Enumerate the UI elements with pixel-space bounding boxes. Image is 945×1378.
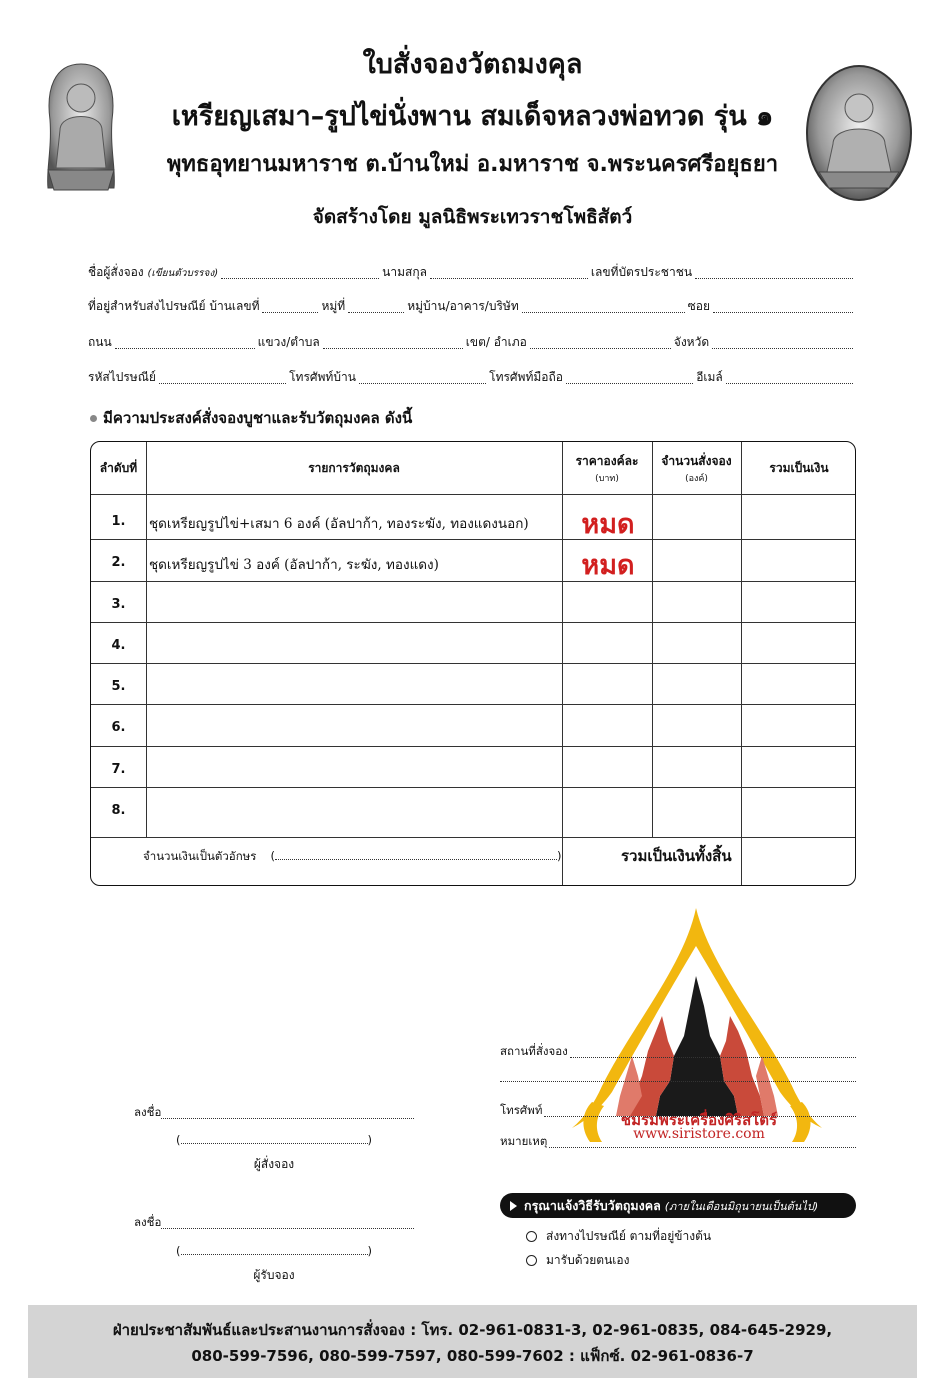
soi-label: ซอย xyxy=(687,299,710,313)
row-item: ชุดเหรียญรูปไข่ 3 องค์ (อัลปาก้า, ระฆัง, ทองแดง) xyxy=(149,557,439,573)
subdistrict-field[interactable] xyxy=(323,335,463,349)
postcode-field[interactable] xyxy=(159,370,286,384)
province-label: จังหวัด xyxy=(673,335,710,349)
district-field[interactable] xyxy=(530,335,671,349)
receiver-name-row: ( ) xyxy=(176,1244,372,1258)
name-field[interactable] xyxy=(221,265,379,279)
id-card-field[interactable] xyxy=(695,265,853,279)
order-place-row xyxy=(500,1043,856,1061)
road-field[interactable] xyxy=(115,335,255,349)
orderer-signature-field[interactable] xyxy=(161,1109,414,1119)
order-place-row-2 xyxy=(500,1067,856,1085)
row-no: 8. xyxy=(111,803,126,818)
home-phone-label: โทรศัพท์บ้าน xyxy=(289,370,356,384)
order-place-field-2[interactable] xyxy=(500,1072,856,1082)
header-no: ลำดับที่ xyxy=(99,460,138,475)
village-field[interactable] xyxy=(522,299,685,313)
order-phone-field[interactable] xyxy=(544,1107,856,1117)
row-no: 6. xyxy=(111,720,126,735)
order-note-label: หมายเหตุ xyxy=(500,1134,548,1148)
order-intent: มีความประสงค์สั่งจองบูชาและรับวัตถุมงคล ดังนี้ xyxy=(90,406,412,430)
surname-field[interactable] xyxy=(430,265,588,279)
sign-label: ลงชื่อ xyxy=(134,1105,162,1119)
orderer-sign-row xyxy=(134,1104,414,1122)
surname-label: นามสกุล xyxy=(382,265,427,279)
receiver-signature-field[interactable] xyxy=(161,1219,414,1229)
receiver-sign-row xyxy=(134,1214,414,1232)
header-item: รายการวัตถุมงคล xyxy=(308,460,400,475)
home-phone-field[interactable] xyxy=(359,370,486,384)
row-no: 3. xyxy=(111,597,126,612)
form-row-address xyxy=(88,294,856,316)
receiver-caption: ผู้รับจอง xyxy=(253,1268,295,1282)
id-card-label: เลขที่บัตรประชาชน xyxy=(590,265,693,279)
house-no-field[interactable] xyxy=(262,299,318,313)
footer-contact xyxy=(28,1305,917,1378)
form-organizer: จัดสร้างโดย มูลนิธิพระเทวราชโพธิสัตว์ xyxy=(312,206,633,228)
moo-field[interactable] xyxy=(348,299,404,313)
moo-label: หมู่ที่ xyxy=(321,299,346,313)
amulet-image-left xyxy=(42,60,120,200)
order-place-field[interactable] xyxy=(570,1048,856,1058)
footer-line-2: 080-599-7596, 080-599-7597, 080-599-7602 : แฟ็กซ์. 02-961-0836-7 xyxy=(191,1347,754,1365)
form-subtitle: เหรียญเสมา–รูปไข่นั่งพาน สมเด็จหลวงพ่อทวด รุ่น ๑ xyxy=(171,101,774,132)
footer-line-1: ฝ่ายประชาสัมพันธ์และประสานงานการสั่งจอง : โทร. 02-961-0831-3, 02-961-0835, 084-645-2929, xyxy=(112,1321,833,1339)
row-item: ชุดเหรียญรูปไข่+เสมา 6 องค์ (อัลปาก้า, ทองระฆัง, ทองแดงนอก) xyxy=(149,516,529,532)
email-label: อีเมล์ xyxy=(696,370,723,384)
road-label: ถนน xyxy=(88,335,112,349)
form-location: พุทธอุทยานมหาราช ต.บ้านใหม่ อ.มหาราช จ.พระนครศรีอยุธยา xyxy=(166,152,779,177)
subdistrict-label: แขวง/ตำบล xyxy=(257,335,320,349)
form-row-contact xyxy=(88,365,856,387)
sign-label: ลงชื่อ xyxy=(134,1215,162,1229)
row-no: 7. xyxy=(111,762,126,777)
radio-circle-icon[interactable] xyxy=(526,1231,537,1242)
order-note-field[interactable] xyxy=(549,1138,856,1148)
order-place-label: สถานที่สั่งจอง xyxy=(500,1044,568,1058)
amount-in-words[interactable]: จำนวนเงินเป็นตัวอักษร ( ) xyxy=(143,849,562,863)
bullet-icon xyxy=(90,415,97,422)
grand-total-label: รวมเป็นเงินทั้งสิ้น xyxy=(621,847,732,865)
order-note-row xyxy=(500,1133,856,1151)
amulet-image-right xyxy=(805,64,913,202)
orderer-name-row: ( ) xyxy=(176,1133,372,1147)
header-price: ราคาองค์ละ (บาท) xyxy=(575,453,639,484)
soi-field[interactable] xyxy=(713,299,853,313)
soldout-label: หมด xyxy=(581,550,635,581)
radio-circle-icon[interactable] xyxy=(526,1255,537,1266)
row-no: 4. xyxy=(111,638,126,653)
name-label: ชื่อผู้สั่งจอง (เขียนตัวบรรจง) xyxy=(88,265,219,279)
order-phone-label: โทรศัพท์ xyxy=(500,1103,543,1117)
orderer-name-field[interactable] xyxy=(181,1134,368,1144)
delivery-option-pickup[interactable]: มารับด้วยตนเอง xyxy=(526,1251,629,1270)
mobile-label: โทรศัพท์มือถือ xyxy=(489,370,563,384)
form-title: ใบสั่งจองวัตถมงคุล xyxy=(362,49,583,80)
mobile-field[interactable] xyxy=(566,370,693,384)
logo-name: ชมรมพระเครื่องศิริสโตร์ xyxy=(620,1111,778,1129)
email-field[interactable] xyxy=(726,370,853,384)
postcode-label: รหัสไปรษณีย์ xyxy=(88,370,156,384)
soldout-label: หมด xyxy=(581,509,635,540)
row-no: 2. xyxy=(111,555,126,570)
village-label: หมู่บ้าน/อาคาร/บริษัท xyxy=(407,299,519,313)
form-row-road xyxy=(88,330,856,352)
header-total: รวมเป็นเงิน xyxy=(769,460,829,475)
delivery-option-post[interactable]: ส่งทางไปรษณีย์ ตามที่อยู่ข้างต้น xyxy=(526,1227,711,1246)
play-arrow-icon xyxy=(510,1201,517,1211)
receiver-name-field[interactable] xyxy=(181,1245,368,1255)
header-qty: จำนวนสั่งจอง (องค์) xyxy=(661,453,732,484)
orderer-caption: ผู้สั่งจอง xyxy=(253,1157,295,1171)
order-phone-row xyxy=(500,1102,856,1120)
province-field[interactable] xyxy=(712,335,853,349)
row-no: 1. xyxy=(111,514,126,529)
form-row-name xyxy=(88,260,856,282)
row-no: 5. xyxy=(111,679,126,694)
delivery-method-banner: กรุณาแจ้งวิธีรับวัตถุมงคล (ภายในเดือนมิถุนายนเป็นต้นไป) xyxy=(500,1193,856,1218)
order-table xyxy=(90,441,856,886)
district-label: เขต/ อำเภอ xyxy=(465,335,527,349)
logo-url: www.siristore.com xyxy=(633,1126,765,1142)
house-no-label: ที่อยู่สำหรับส่งไปรษณีย์ บ้านเลขที่ xyxy=(88,299,260,313)
